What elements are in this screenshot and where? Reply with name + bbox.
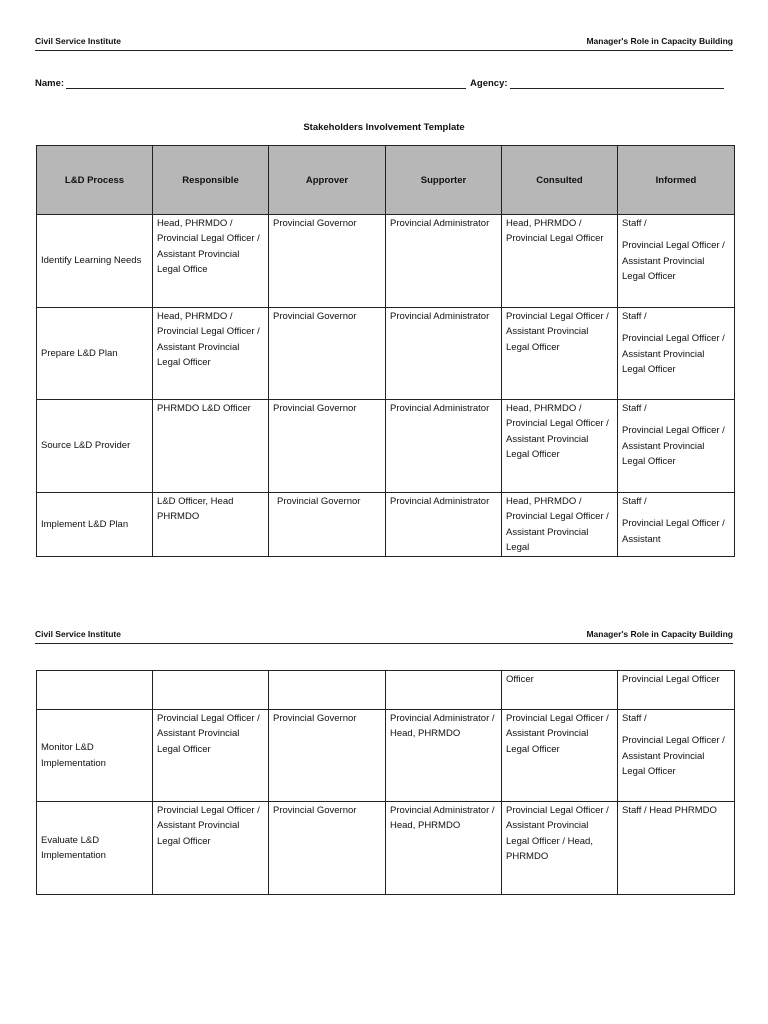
consulted-cell bbox=[502, 671, 618, 710]
agency-label: Agency: bbox=[470, 78, 508, 89]
table-row bbox=[37, 308, 735, 400]
cell-text: Provincial Governor bbox=[273, 403, 357, 414]
approver-cell bbox=[269, 710, 386, 802]
informed-cell bbox=[618, 671, 735, 710]
responsible-cell bbox=[153, 710, 269, 802]
informed-staff: Staff / bbox=[622, 403, 647, 414]
informed-staff: Staff / bbox=[622, 218, 647, 229]
informed-others: Provincial Legal Officer / Assistant Provincial Legal Officer bbox=[622, 240, 725, 283]
cell-text: Provincial Administrator bbox=[390, 311, 490, 322]
column-header: L&D Process bbox=[37, 146, 153, 215]
process-cell: Implement L&D Plan bbox=[37, 493, 153, 557]
informed-staff: Staff / bbox=[622, 713, 647, 724]
cell-text: Provincial Legal Officer / Assistant Provincial Legal Officer bbox=[157, 805, 260, 847]
table-header-row bbox=[37, 146, 735, 215]
responsible-cell bbox=[153, 400, 269, 493]
cell-text: Provincial Legal Officer / Assistant Provincial Legal Officer bbox=[506, 713, 609, 755]
approver-cell bbox=[269, 215, 386, 308]
cell-text: Head, PHRMDO / Provincial Legal Officer / Assistant Provincial Legal Officer bbox=[506, 403, 609, 461]
cell-text: Provincial Governor bbox=[273, 805, 357, 816]
consulted-cell bbox=[502, 710, 618, 802]
informed-cell bbox=[618, 802, 735, 895]
responsible-cell bbox=[153, 308, 269, 400]
responsible-cell bbox=[153, 215, 269, 308]
table-row bbox=[37, 493, 735, 557]
informed-others: Provincial Legal Officer / Assistant Provincial Legal Officer bbox=[622, 333, 725, 376]
approver-cell bbox=[269, 308, 386, 400]
cell-text: Provincial Governor bbox=[273, 713, 357, 724]
table-row bbox=[37, 710, 735, 802]
informed-cell bbox=[618, 215, 735, 308]
consulted-cell bbox=[502, 802, 618, 895]
responsible-cell bbox=[153, 493, 269, 557]
cell-text: Provincial Legal Officer / Assistant Provincial Legal Officer bbox=[157, 713, 260, 755]
column-header: Responsible bbox=[153, 146, 269, 215]
process-cell: Monitor L&D Implementation bbox=[37, 710, 153, 802]
informed-others: Provincial Legal Officer / Assistant Provincial Legal Officer bbox=[622, 425, 725, 468]
cell-text: PHRMDO L&D Officer bbox=[157, 403, 251, 414]
header-document-title: Manager's Role in Capacity Building bbox=[586, 36, 733, 46]
cell-text: Provincial Legal Officer / Assistant Provincial Legal Officer / Head, PHRMDO bbox=[506, 805, 609, 863]
supporter-cell bbox=[386, 802, 502, 895]
cell-text: Head, PHRMDO / Provincial Legal Officer / Assistant Provincial Legal bbox=[506, 496, 609, 554]
cell-text: Provincial Administrator bbox=[390, 403, 490, 414]
cell-text: Provincial Governor bbox=[273, 311, 357, 322]
process-cell: Source L&D Provider bbox=[37, 400, 153, 493]
table-row-continuation bbox=[37, 671, 735, 710]
supporter-cell bbox=[386, 710, 502, 802]
process-cell bbox=[37, 671, 153, 710]
column-header: Informed bbox=[618, 146, 735, 215]
supporter-cell bbox=[386, 308, 502, 400]
name-label: Name: bbox=[35, 78, 65, 89]
informed-cell bbox=[618, 308, 735, 400]
column-header: Supporter bbox=[386, 146, 502, 215]
informed-cell bbox=[618, 400, 735, 493]
informed-cell bbox=[618, 710, 735, 802]
informed-staff: Staff / bbox=[622, 496, 647, 507]
header-document-title: Manager's Role in Capacity Building bbox=[586, 629, 733, 639]
cell-text: Provincial Administrator / Head, PHRMDO bbox=[390, 713, 495, 740]
table-row bbox=[37, 802, 735, 895]
stakeholders-table bbox=[36, 145, 735, 557]
cell-text: L&D Officer, Head PHRMDO bbox=[157, 496, 234, 523]
process-cell: Prepare L&D Plan bbox=[37, 308, 153, 400]
approver-cell bbox=[269, 493, 386, 557]
process-cell: Identify Learning Needs bbox=[37, 215, 153, 308]
column-header: Consulted bbox=[502, 146, 618, 215]
informed-others: Provincial Legal Officer / Assistant Provincial Legal Officer bbox=[622, 735, 725, 778]
informed-staff: Staff / bbox=[622, 311, 647, 322]
approver-cell bbox=[269, 671, 386, 710]
page-header bbox=[35, 629, 733, 644]
page-header bbox=[35, 36, 733, 51]
stakeholders-table-continued bbox=[36, 670, 735, 895]
consulted-cell bbox=[502, 308, 618, 400]
informed-others: Provincial Legal Officer / Assistant bbox=[622, 518, 725, 545]
approver-cell bbox=[269, 400, 386, 493]
process-cell: Evaluate L&D Implementation bbox=[37, 802, 153, 895]
cell-text: Officer bbox=[506, 674, 534, 685]
name-blank bbox=[66, 79, 466, 89]
informed-cell bbox=[618, 493, 735, 557]
template-title: Stakeholders Involvement Template bbox=[303, 122, 465, 133]
cell-text: Provincial Governor bbox=[277, 496, 361, 507]
cell-text: Provincial Governor bbox=[273, 218, 357, 229]
consulted-cell bbox=[502, 493, 618, 557]
header-institute: Civil Service Institute bbox=[35, 36, 121, 46]
cell-text: Head, PHRMDO / Provincial Legal Officer bbox=[506, 218, 604, 245]
column-header: Approver bbox=[269, 146, 386, 215]
table-row bbox=[37, 400, 735, 493]
responsible-cell bbox=[153, 671, 269, 710]
informed-staff: Staff / Head PHRMDO bbox=[622, 805, 717, 816]
responsible-cell bbox=[153, 802, 269, 895]
supporter-cell bbox=[386, 400, 502, 493]
table-row bbox=[37, 215, 735, 308]
name-agency-line bbox=[35, 77, 733, 89]
agency-blank bbox=[510, 79, 724, 89]
cell-text: Provincial Administrator / Head, PHRMDO bbox=[390, 805, 495, 832]
cell-text: Head, PHRMDO / Provincial Legal Officer / Assistant Provincial Legal Office bbox=[157, 218, 260, 276]
supporter-cell bbox=[386, 215, 502, 308]
consulted-cell bbox=[502, 215, 618, 308]
cell-text: Provincial Administrator bbox=[390, 218, 490, 229]
cell-text: Provincial Legal Officer bbox=[622, 674, 720, 685]
header-institute: Civil Service Institute bbox=[35, 629, 121, 639]
cell-text: Provincial Administrator bbox=[390, 496, 490, 507]
consulted-cell bbox=[502, 400, 618, 493]
supporter-cell bbox=[386, 671, 502, 710]
supporter-cell bbox=[386, 493, 502, 557]
cell-text: Provincial Legal Officer / Assistant Provincial Legal Officer bbox=[506, 311, 609, 353]
approver-cell bbox=[269, 802, 386, 895]
cell-text: Head, PHRMDO / Provincial Legal Officer / Assistant Provincial Legal Officer bbox=[157, 311, 260, 369]
